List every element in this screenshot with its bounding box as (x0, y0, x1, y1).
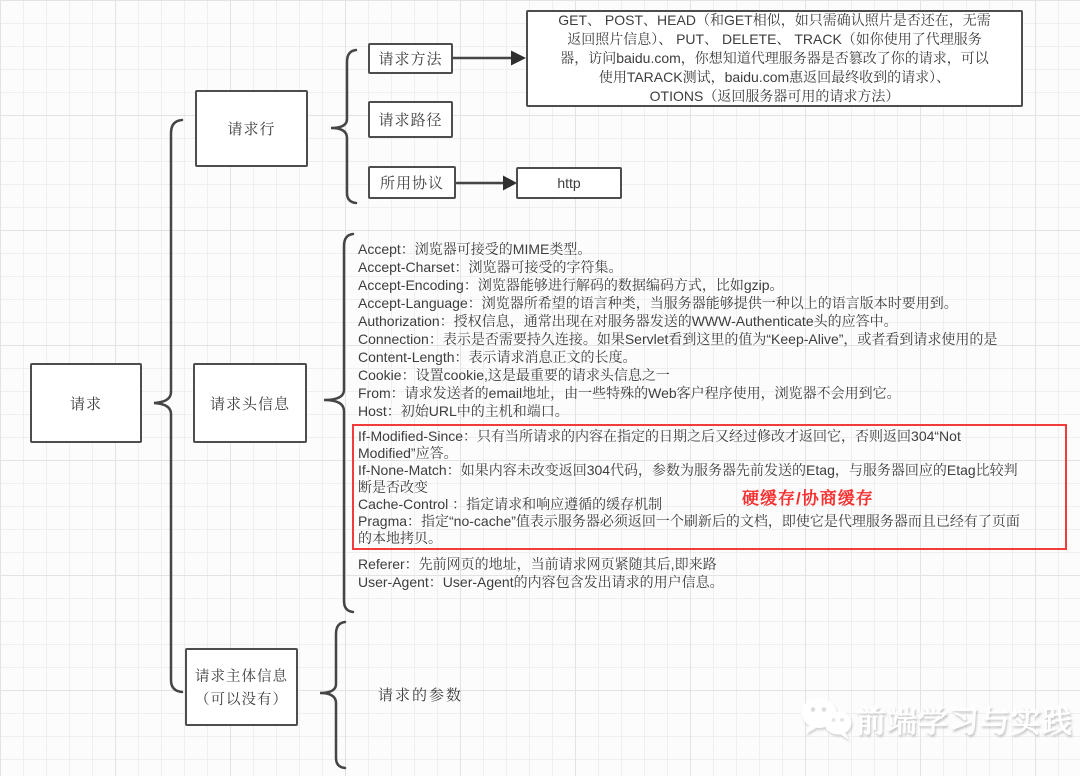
method-note-line: GET、 POST、HEAD（和GET相似，如只需确认照片是否还在，无需 (558, 12, 991, 28)
header-line: Accept-Charset：浏览器可接受的字符集。 (358, 259, 623, 275)
node-http[interactable] (516, 167, 622, 199)
header-line: Cache-Control ：指定请求和响应遵循的缓存机制 (358, 496, 663, 512)
watermark-text: 前端学习与实践 (856, 706, 1073, 739)
wechat-icon (800, 696, 852, 742)
node-request-method[interactable] (368, 43, 453, 74)
method-note-line: 使用TARACK测试，baidu.com惠返回最终收到的请求）、 (598, 69, 951, 85)
brace-request-line (331, 50, 356, 203)
header-line: Content-Length：表示请求消息正文的长度。 (358, 349, 637, 365)
method-note-line: 返回照片信息）、 PUT、 DELETE、 TRACK（如你使用了代理服务 (567, 31, 982, 47)
brace-request-body (320, 622, 345, 768)
headers-note (358, 240, 1067, 591)
cache-highlight-box (352, 424, 1067, 550)
brace-request (154, 120, 182, 692)
node-body-value-label: 请求的参数 (378, 687, 464, 704)
header-line: Accept：浏览器可接受的MIME类型。 (358, 241, 592, 257)
header-line: Accept-Language：浏览器所希望的语言种类，当服务器能够提供一种以上的语言版本时要用到。 (358, 295, 958, 311)
header-line: If-None-Match：如果内容未改变返回304代码，参数为服务器先前发送的Etag，与服务器回应的Etag比较判 (358, 462, 1018, 478)
header-line: Cookie：设置cookie,这是最重要的请求头信息之一 (358, 367, 670, 383)
node-request-line-label: 请求行 (227, 121, 276, 138)
node-request-headers[interactable] (193, 363, 307, 443)
header-line: Accept-Encoding：浏览器能够进行解码的数据编码方式，比如gzip。 (358, 277, 784, 293)
node-body-value[interactable] (378, 684, 463, 705)
header-line: If-Modified-Since：只有当所请求的内容在指定的日期之后又经过修改才返回它，否则返回304“Not (358, 428, 961, 444)
brace-request-headers (324, 234, 353, 612)
cache-annotation: 硬缓存/协商缓存 (742, 489, 874, 508)
header-line: Host：初始URL中的主机和端口。 (358, 403, 569, 419)
method-note-line: OTIONS（返回服务器可用的请求方法） (649, 88, 900, 104)
header-line: Referer：先前网页的地址，当前请求网页紧随其后,即来路 (358, 556, 717, 572)
cache-highlight-lines (358, 428, 1065, 547)
node-request-headers-label: 请求头信息 (209, 395, 290, 413)
node-request-path-label: 请求路径 (378, 112, 443, 129)
header-line: Connection：表示是否需要持久连接。如果Servlet看到这里的值为“Keep-Alive”，或者看到请求使用的是 (358, 331, 998, 347)
node-request-path[interactable] (368, 101, 453, 138)
arrowhead-method (511, 51, 526, 66)
header-line: 的本地拷贝。 (358, 530, 442, 546)
node-request-label: 请求 (69, 395, 102, 413)
header-line: Pragma：指定“no-cache”值表示服务器必须返回一个刷新后的文档，即使它是代理服务器而且已经有了页面 (358, 513, 1020, 529)
header-line: User-Agent：User-Agent的内容包含发出请求的用户信息。 (358, 574, 724, 590)
watermark (800, 696, 1073, 742)
node-protocol[interactable] (368, 166, 456, 199)
header-line: From：请求发送者的email地址，由一些特殊的Web客户程序使用，浏览器不会用到它。 (358, 385, 901, 401)
node-request-body-label: 请求主体信息 (195, 669, 288, 685)
headers-note-bottom (358, 555, 1067, 591)
node-request[interactable] (30, 363, 142, 443)
node-request-method-label: 请求方法 (378, 51, 443, 68)
node-method-note[interactable] (526, 10, 1023, 107)
node-request-body[interactable] (185, 648, 298, 726)
method-note-line: 器，访问baidu.com，你想知道代理服务器是否篡改了你的请求，可以 (560, 50, 989, 66)
node-request-line[interactable] (195, 90, 308, 167)
node-protocol-label: 所用协议 (379, 175, 444, 192)
arrowhead-protocol (503, 176, 517, 191)
header-line: Modified”应答。 (358, 445, 458, 461)
node-request-body-sublabel: （可以没有） (195, 692, 288, 708)
header-line: 断是否改变 (358, 479, 428, 495)
headers-note-top (358, 240, 1067, 420)
header-line: Authorization：授权信息，通常出现在对服务器发送的WWW-Authenticate头的应答中。 (358, 313, 898, 329)
node-http-label: http (557, 175, 581, 191)
